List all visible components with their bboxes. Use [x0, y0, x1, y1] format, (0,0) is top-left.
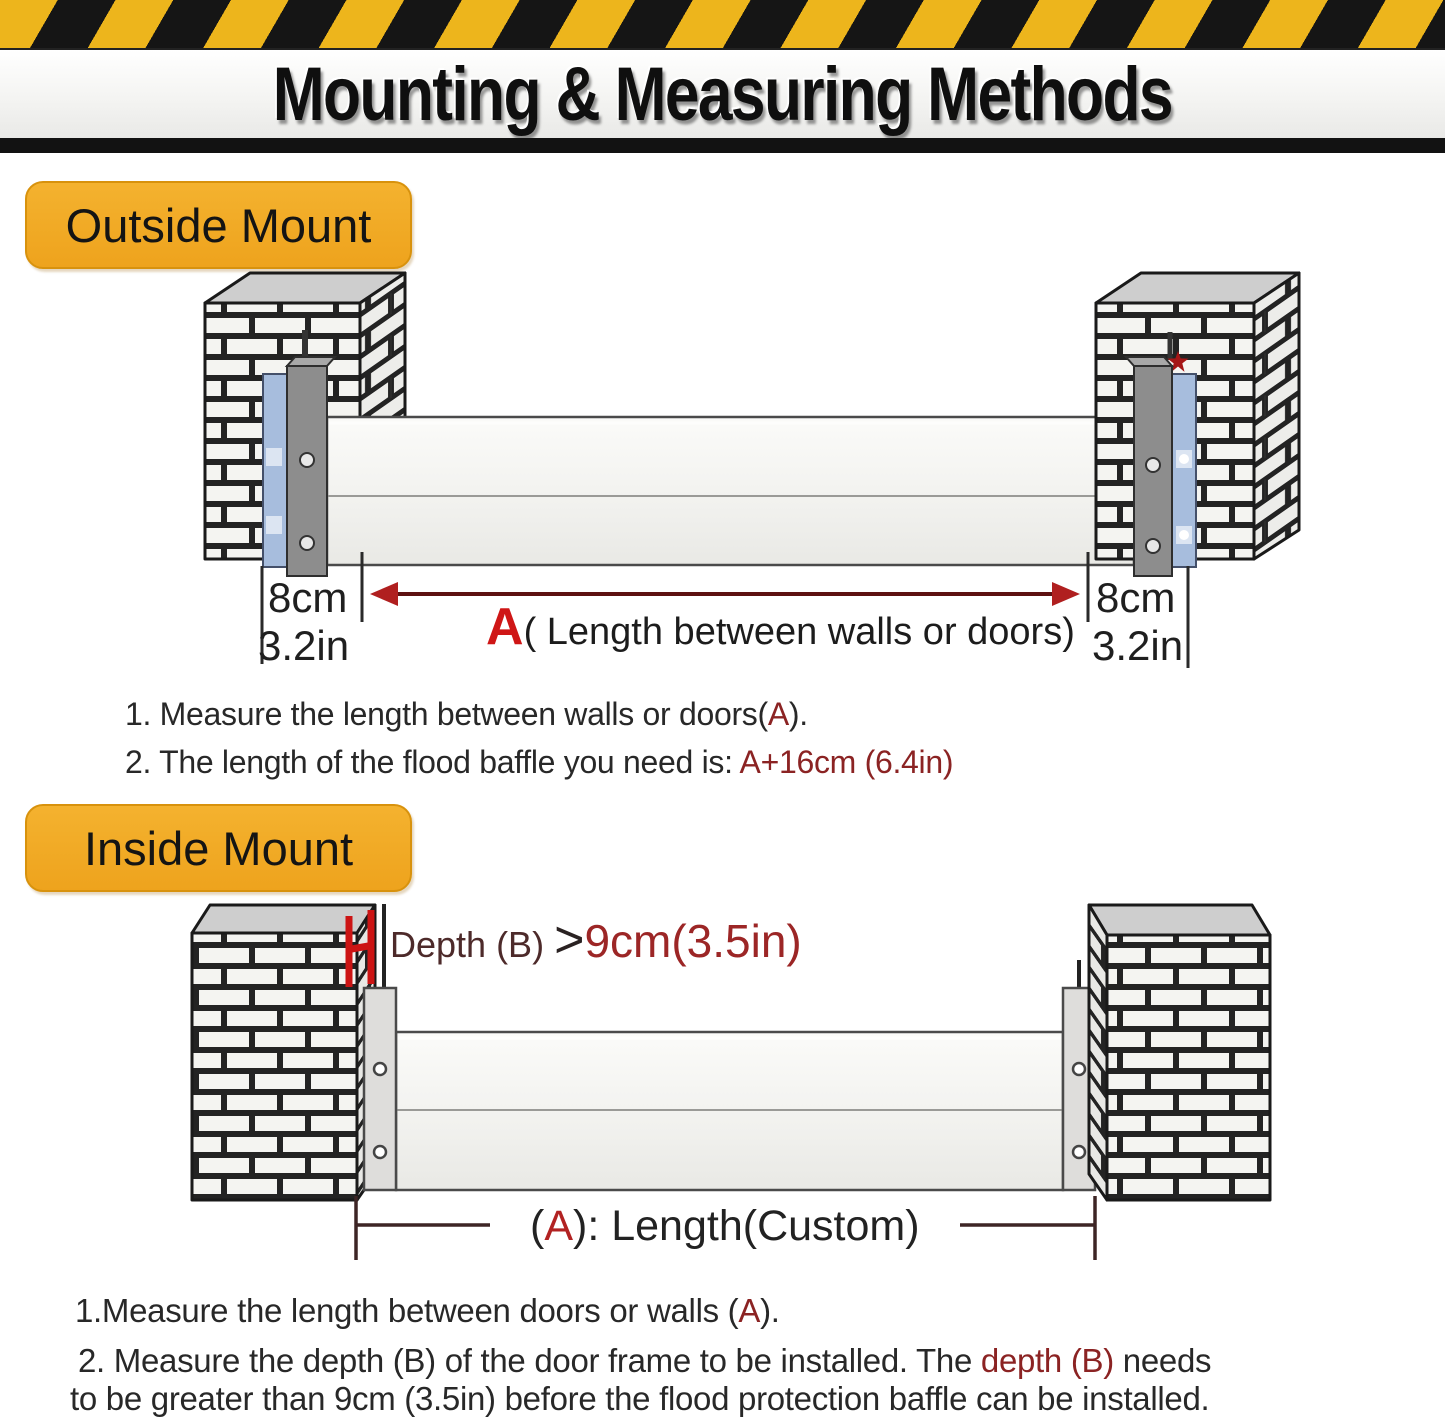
outside-mount-badge-label: Outside Mount	[65, 198, 372, 252]
dim-right-inch: 3.2in	[1092, 622, 1184, 669]
depth-label: Depth (B) >9cm(3.5in)	[390, 911, 802, 969]
length-label: (A): Length(Custom)	[530, 1202, 920, 1250]
outside-barrier-panel	[327, 417, 1134, 565]
span-label: A( Length between walls or doors)	[486, 598, 1075, 656]
inside-step-2-cont: to be greater than 9cm (3.5in) before the flood protection baffle can be installed.	[70, 1380, 1210, 1417]
inside-right-pillar	[1089, 905, 1270, 1200]
inside-left-channel	[364, 988, 396, 1190]
outside-step-1: 1. Measure the length between walls or doors(A).	[125, 696, 808, 732]
inside-step-2: 2. Measure the depth (B) of the door frame to be installed. The depth (B) needs	[78, 1342, 1212, 1379]
right-wall-plate	[1172, 374, 1196, 567]
inside-barrier-panel	[396, 1032, 1063, 1190]
inside-mount-badge-label: Inside Mount	[83, 821, 354, 875]
left-wall-plate	[263, 374, 287, 567]
inside-mount-badge	[25, 804, 412, 892]
page-title: Mounting & Measuring Methods	[272, 51, 1173, 137]
dim-left-inch: 3.2in	[258, 622, 350, 669]
outside-mount-diagram	[0, 255, 1445, 675]
title-band	[0, 50, 1445, 138]
inside-step-1: 1.Measure the length between doors or walls (A).	[75, 1292, 780, 1329]
outside-right-pillar	[1096, 273, 1299, 559]
hazard-stripe-banner	[0, 0, 1445, 50]
outside-step-2: 2. The length of the flood baffle you need is: A+16cm (6.4in)	[125, 744, 954, 780]
dim-right-cm: 8cm	[1096, 574, 1176, 621]
left-end-channel	[287, 357, 335, 576]
inside-mount-diagram	[0, 890, 1445, 1285]
dim-left-cm: 8cm	[268, 574, 348, 621]
span-arrow	[370, 582, 1080, 606]
header-divider	[0, 138, 1445, 153]
